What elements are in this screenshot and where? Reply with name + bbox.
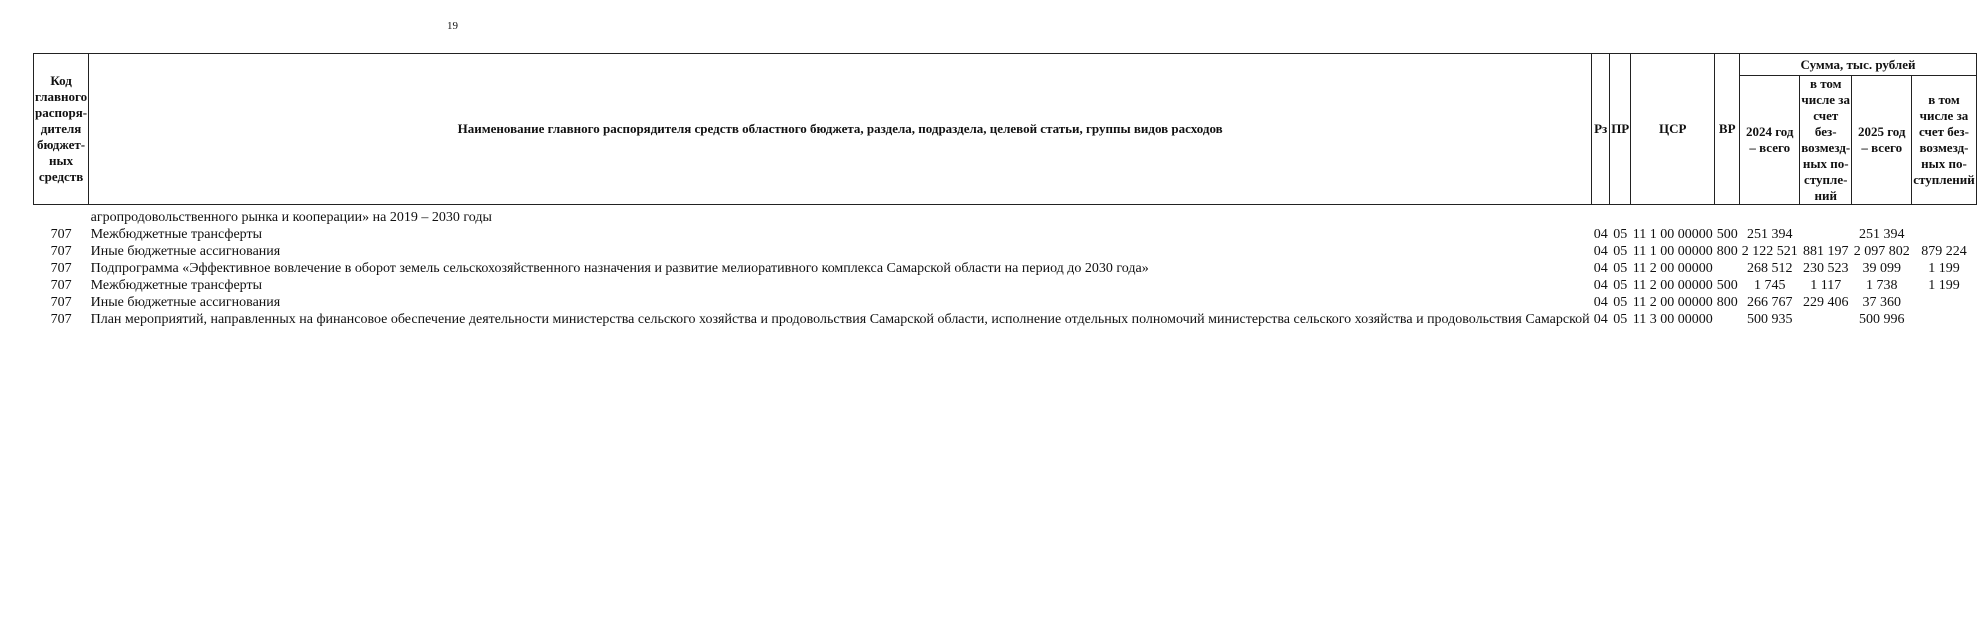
cell-2025-total: 1 738 xyxy=(1865,278,1898,293)
cell-2024-grants xyxy=(1800,311,1852,328)
cell-code: 707 xyxy=(50,261,72,276)
cell-vr: 500 xyxy=(1716,278,1738,293)
cell-vr xyxy=(1715,260,1740,277)
cell-rz: 04 xyxy=(1593,278,1608,293)
cell-csr: 11 1 00 00000 xyxy=(1632,244,1713,259)
table-row xyxy=(34,260,1977,277)
page-number: 19 xyxy=(447,20,458,32)
cell-code: 707 xyxy=(50,312,72,327)
table-row xyxy=(34,311,1977,328)
cell-code xyxy=(34,209,89,226)
cell-name: агропродовольственного рынка и кооперации» на 2019 – 2030 годы xyxy=(90,210,492,225)
cell-2025-total: 2 097 802 xyxy=(1853,244,1910,259)
cell-2025-grants: 879 224 xyxy=(1921,244,1967,259)
cell-2025-total: 39 099 xyxy=(1862,261,1901,276)
table-row xyxy=(34,209,1977,226)
cell-2025-grants xyxy=(1912,294,1977,311)
cell-2024-total xyxy=(1740,209,1800,226)
cell-csr: 11 2 00 00000 xyxy=(1632,278,1713,293)
cell-2024-grants: 881 197 xyxy=(1802,244,1849,259)
cell-name: Иные бюджетные ассигнования xyxy=(90,244,281,259)
cell-name: Межбюджетные трансферты xyxy=(90,278,263,293)
table-header xyxy=(34,54,1977,205)
budget-table xyxy=(33,53,1977,328)
header-2024-total: 2024 год – всего xyxy=(1740,76,1800,205)
cell-vr xyxy=(1715,311,1740,328)
header-code: Код главного распоря-дителя бюджет-ных средств xyxy=(34,54,89,205)
cell-2024-total: 268 512 xyxy=(1746,261,1793,276)
cell-name: План мероприятий, направленных на финансовое обеспечение деятельности министерства сельского хозяйства и продовольствия Самарской области, исполнение отдельных полномочий министерства сельского хозяйства и продовольствия Самарской xyxy=(90,312,1590,327)
cell-code: 707 xyxy=(50,295,72,310)
cell-rz xyxy=(1592,209,1610,226)
cell-name: Иные бюджетные ассигнования xyxy=(90,295,281,310)
cell-2025-total xyxy=(1852,209,1912,226)
cell-2024-total: 251 394 xyxy=(1746,227,1793,242)
cell-csr: 11 1 00 00000 xyxy=(1632,227,1713,242)
cell-code: 707 xyxy=(50,278,72,293)
cell-rz: 04 xyxy=(1593,244,1608,259)
header-csr: ЦСР xyxy=(1631,54,1715,205)
cell-2024-grants xyxy=(1800,209,1852,226)
cell-2025-total: 251 394 xyxy=(1858,227,1905,242)
cell-2025-grants xyxy=(1912,311,1977,328)
table-body xyxy=(34,205,1977,329)
header-2024-grants: в том числе за счет без-возмезд-ных по-ступле-ний xyxy=(1801,76,1851,203)
cell-pr: 05 xyxy=(1613,227,1628,242)
cell-vr: 800 xyxy=(1716,295,1738,310)
cell-2024-total: 500 935 xyxy=(1746,312,1793,327)
cell-2024-total: 266 767 xyxy=(1746,295,1793,310)
cell-2025-grants: 1 199 xyxy=(1928,261,1960,276)
cell-2024-grants: 229 406 xyxy=(1802,295,1849,310)
cell-rz: 04 xyxy=(1593,227,1608,242)
cell-code: 707 xyxy=(50,244,72,259)
header-rz: Рз xyxy=(1592,54,1610,205)
table-row xyxy=(34,243,1977,260)
header-2025-grants: в том числе за счет без-возмезд-ных по-ступлений xyxy=(1912,76,1977,205)
header-name: Наименование главного распорядителя средств областного бюджета, раздела, подраздела, целевой статьи, группы видов расходов xyxy=(89,54,1592,205)
cell-csr: 11 2 00 00000 xyxy=(1632,261,1713,276)
cell-vr xyxy=(1715,209,1740,226)
cell-rz: 04 xyxy=(1593,261,1608,276)
cell-rz: 04 xyxy=(1593,312,1608,327)
cell-pr: 05 xyxy=(1613,261,1628,276)
cell-pr xyxy=(1610,209,1631,226)
cell-2025-grants xyxy=(1912,209,1977,226)
cell-pr: 05 xyxy=(1613,278,1628,293)
table-row xyxy=(34,277,1977,294)
cell-csr xyxy=(1631,209,1715,226)
cell-vr: 500 xyxy=(1716,227,1738,242)
cell-2024-grants: 230 523 xyxy=(1802,261,1849,276)
cell-name: Подпрограмма «Эффективное вовлечение в оборот земель сельскохозяйственного назначения и развитие мелиоративного комплекса Самарской области на период до 2030 года» xyxy=(90,261,1149,276)
cell-2024-grants xyxy=(1800,226,1852,243)
cell-csr: 11 2 00 00000 xyxy=(1632,295,1713,310)
cell-csr: 11 3 00 00000 xyxy=(1632,312,1713,327)
cell-rz: 04 xyxy=(1593,295,1608,310)
cell-2024-total: 2 122 521 xyxy=(1741,244,1798,259)
cell-2025-grants: 1 199 xyxy=(1928,278,1960,293)
cell-pr: 05 xyxy=(1613,312,1628,327)
cell-2025-total: 37 360 xyxy=(1862,295,1901,310)
cell-2024-grants: 1 117 xyxy=(1810,278,1842,293)
header-vr: ВР xyxy=(1715,54,1740,205)
cell-pr: 05 xyxy=(1613,295,1628,310)
header-pr: ПР xyxy=(1610,54,1631,205)
header-2025-total: 2025 год – всего xyxy=(1852,76,1912,205)
cell-pr: 05 xyxy=(1613,244,1628,259)
cell-code: 707 xyxy=(50,227,72,242)
table-row xyxy=(34,294,1977,311)
cell-2025-total: 500 996 xyxy=(1858,312,1905,327)
cell-2025-grants xyxy=(1912,226,1977,243)
table-row xyxy=(34,226,1977,243)
cell-2024-total: 1 745 xyxy=(1753,278,1786,293)
header-sum-group: Сумма, тыс. рублей xyxy=(1740,54,1977,76)
cell-name: Межбюджетные трансферты xyxy=(90,227,263,242)
cell-vr: 800 xyxy=(1716,244,1738,259)
